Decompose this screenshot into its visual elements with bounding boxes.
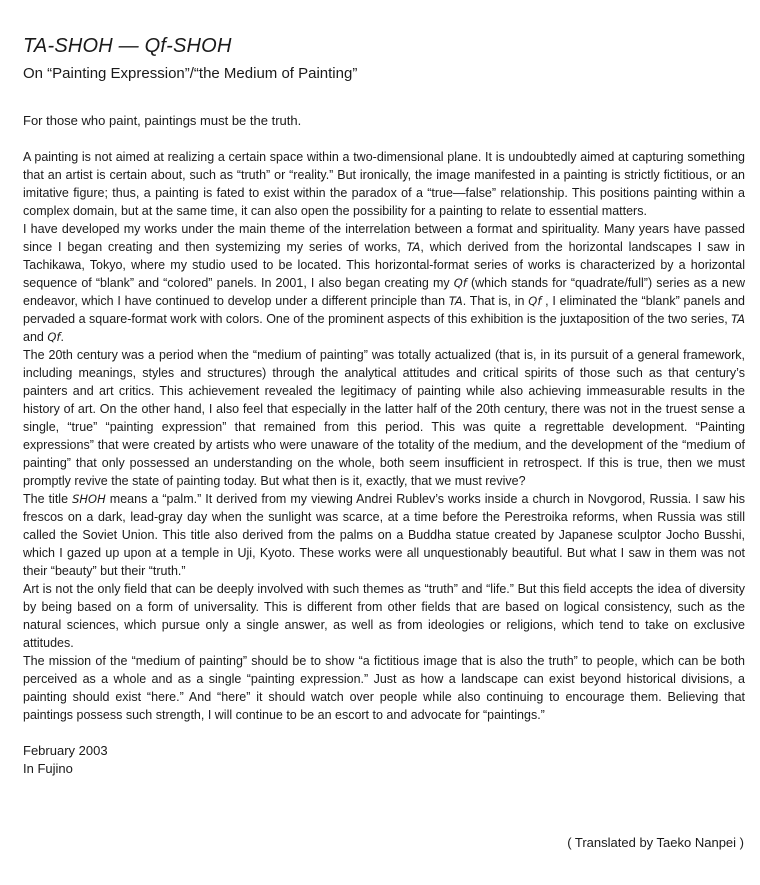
translator-credit: ( Translated by Taeko Nanpei )	[567, 835, 744, 850]
paragraph-2-text: .	[60, 330, 64, 344]
essay-page	[23, 33, 745, 778]
signoff-place: In Fujino	[23, 761, 73, 776]
intro-line: For those who paint, paintings must be the truth.	[23, 113, 302, 128]
paragraph-3: The 20th century was a period when the “medium of painting” was totally actualized (that is, in its pursuit of a general framework, including meanings, styles and structures) through the analytical attitudes and critical spirits of those such as that century’s painters and art critics. This achievement revealed the legitimacy of painting while also achieving immeasurable results in the history of art. On the other hand, I also feel that especially in the latter half of the 20th century, there was not in the truest sense a single, “true” “painting expression” that remained from this period. This was quite a regrettable development. “Painting expressions” that were created by artists who were unaware of the totality of the medium, and the development of the “medium of painting” that only possessed an understanding on the whole, both seem insufficient in retrospect. If this is true, then we must promptly revive the state of painting today. But what then is it, exactly, that we must revive?	[23, 348, 745, 488]
paragraph-2-text: I have developed my works under the main theme of the interrelation between a format and spirituality. Many years have passed since I began creating and then systemizing my series of works,	[23, 222, 745, 254]
series-title-qf: Qf	[47, 330, 61, 344]
series-title-ta: TA	[406, 240, 421, 254]
series-title-ta: TA	[448, 294, 463, 308]
paragraph-2	[23, 220, 745, 346]
paragraph-2-text: (which stands for “quadrate/full”) series as a new endeavor, which I have continued to develop under a different principle than	[23, 276, 745, 308]
page-subtitle: On “Painting Expression”/“the Medium of Painting”	[23, 65, 358, 82]
paragraph-4	[23, 490, 745, 580]
paragraph-2-text: , I eliminated the “blank” panels and pervaded a square-format work with colors. One of the prominent aspects of this exhibition is the juxtaposition of the two series,	[23, 294, 745, 326]
page-title: TA-SHOH — Qf-SHOH	[23, 35, 232, 57]
series-title-qf: Qf	[528, 294, 542, 308]
paragraph-2-text: , which derived from the horizontal landscapes I saw in Tachikawa, Tokyo, where my studio used to be located. This horizontal-format series of works is characterized by a horizontal sequence of “blank” and “colored” panels. In 2001, I also began creating my	[23, 240, 745, 290]
signoff	[23, 742, 745, 778]
series-title-shoh: SHOH	[72, 492, 106, 506]
series-title-qf: Qf	[453, 276, 467, 290]
signoff-date: February 2003	[23, 743, 108, 758]
paragraph-2-text: and	[23, 330, 48, 344]
paragraph-4-text: The title	[23, 492, 73, 506]
paragraph-1: A painting is not aimed at realizing a certain space within a two-dimensional plane. It is undoubtedly aimed at capturing something that an artist is certain about, such as “truth” or “reality.” But ironically, the image manifested in a painting is strictly fictitious, or an imitative figure; thus, a painting is fated to exist within the paradox of a “true—false” relationship. This positions painting within a complex domain, but at the same time, it can also open the possibility for a painting to relate to essential matters.	[23, 150, 745, 218]
paragraph-4-text: means a “palm.” It derived from my viewing Andrei Rublev’s works inside a church in Novgorod, Russia. I saw his frescos on a dark, lead-gray day when the sunlight was scarce, at a time before the Perestroika reforms, when Russia was still called the Soviet Union. This title also derived from the palms on a Buddha statue created by Japanese sculptor Jocho Busshi, which I gazed up upon at a temple in Uji, Kyoto. These works were all unquestionably beautiful. But what I saw in them was not their “beauty” but their “truth.”	[23, 492, 746, 578]
paragraph-6: The mission of the “medium of painting” should be to show “a fictitious image that is also the truth” to people, which can be both perceived as a whole and as a single “painting expression.” Just as how a landscape can exist beyond historical divisions, a painting should exist “here.” And “here” it should watch over people while also continuing to encourage them. Believing that paintings possess such strength, I will continue to be an escort to and advocate for “paintings.”	[23, 654, 745, 722]
paragraph-5: Art is not the only field that can be deeply involved with such themes as “truth” and “life.” But this field accepts the idea of diversity by being based on a form of universality. This is different from other fields that are based on logical consistency, such as the natural sciences, which pursue only a single answer, as well as from ideologies or religions, which tend to take on exclusive attitudes.	[23, 582, 745, 650]
series-title-ta: TA	[731, 312, 745, 326]
essay-body	[23, 148, 745, 724]
paragraph-2-text: . That is, in	[462, 294, 529, 308]
